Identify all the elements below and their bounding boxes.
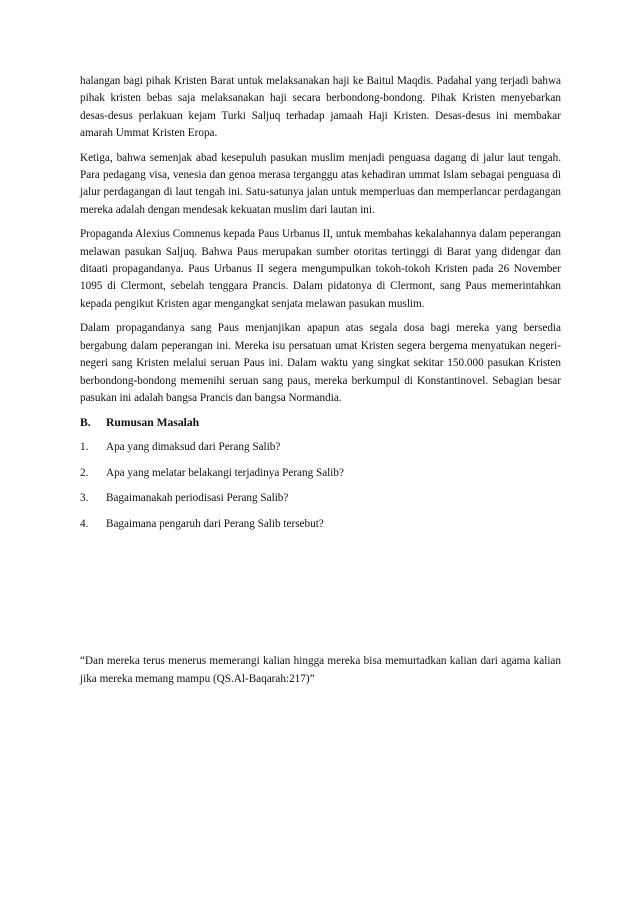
paragraph-haji-rumor: halangan bagi pihak Kristen Barat untuk melaksanakan haji ke Baitul Maqdis. Padahal yang terjadi bahwa pihak kristen bebas saja melaksanakan haji secara berbondong-bondong. Pihak Kristen menyebarkan desas-desus perlakuan kejam Turki Saljuq terhadap jamaah Haji Kristen. Desas-desus ini membakar amarah Ummat Kristen Eropa. bbox=[80, 75, 561, 140]
paragraph-pope-promise: Dalam propagandanya sang Paus menjanjikan apapun atas segala dosa bagi mereka yang bersedia bergabung dalam peperangan ini. Mereka isu persatuan umat Kristen segera bergema menyatukan negeri-negeri sang Kristen melalui seruan Paus ini. Dalam waktu yang singkat sekitar 150.000 pasukan Kristen berbondong-bondong memenihi seruan sang paus, mereka berkumpul di Konstantinovel. Sebagian besar pasukan ini adalah bangsa Prancis dan bangsa Normandia. bbox=[80, 322, 561, 404]
list-item-text: Apa yang melatar belakangi terjadinya Perang Salib? bbox=[106, 466, 344, 479]
paragraph-propaganda-alexius: Propaganda Alexius Comnenus kepada Paus Urbanus II, untuk membahas kekalahannya dalam peperangan melawan pasukan Saljuq. Bahwa Paus merupakan sumber otoritas tertinggi di Barat yang didengar dan ditaati propagandanya. Paus Urbanus II segera mengumpulkan tokoh-tokoh Kristen pada 26 November 1095 di Clermont, sebelah tenggara Prancis. Dalam pidatonya di Clermont, sang Paus memerintahkan kepada pengikut Kristen agar mengangkat senjata melawan pasukan muslim. bbox=[80, 228, 561, 310]
list-item bbox=[80, 490, 561, 507]
quran-quote: “Dan mereka terus menerus memerangi kalian hingga mereka bisa memurtadkan kalian dari agama kalian jika mereka memang mampu (QS.Al-Baqarah:217)” bbox=[80, 655, 561, 685]
list-item-number: 4. bbox=[80, 517, 89, 530]
section-title: Rumusan Masalah bbox=[106, 416, 200, 430]
list-item-number: 2. bbox=[80, 466, 89, 479]
list-item bbox=[80, 439, 561, 456]
list-item bbox=[80, 465, 561, 482]
list-item-text: Bagaimanakah periodisasi Perang Salib? bbox=[106, 492, 289, 505]
list-item bbox=[80, 516, 561, 533]
list-item-text: Apa yang dimaksud dari Perang Salib? bbox=[106, 441, 281, 454]
list-item-text: Bagaimana pengaruh dari Perang Salib tersebut? bbox=[106, 517, 324, 530]
list-item-number: 3. bbox=[80, 492, 89, 505]
question-list bbox=[80, 439, 561, 533]
paragraph-trade-route: Ketiga, bahwa semenjak abad kesepuluh pasukan muslim menjadi penguasa dagang di jalur laut tengah. Para pedagang visa, venesia dan genoa merasa terganggu atas kehadiran ummat Islam sebagai penguasa di jalur perdagangan di laut tengah ini. Satu-satunya jalan untuk memperluas dan memperlancar perdagangan mereka adalah dengan mendesak kekuatan muslim dari lautan ini. bbox=[80, 151, 561, 216]
list-item-number: 1. bbox=[80, 441, 89, 454]
document-body bbox=[80, 73, 561, 541]
section-heading-rumusan-masalah bbox=[80, 414, 561, 431]
section-letter: B. bbox=[80, 416, 91, 430]
